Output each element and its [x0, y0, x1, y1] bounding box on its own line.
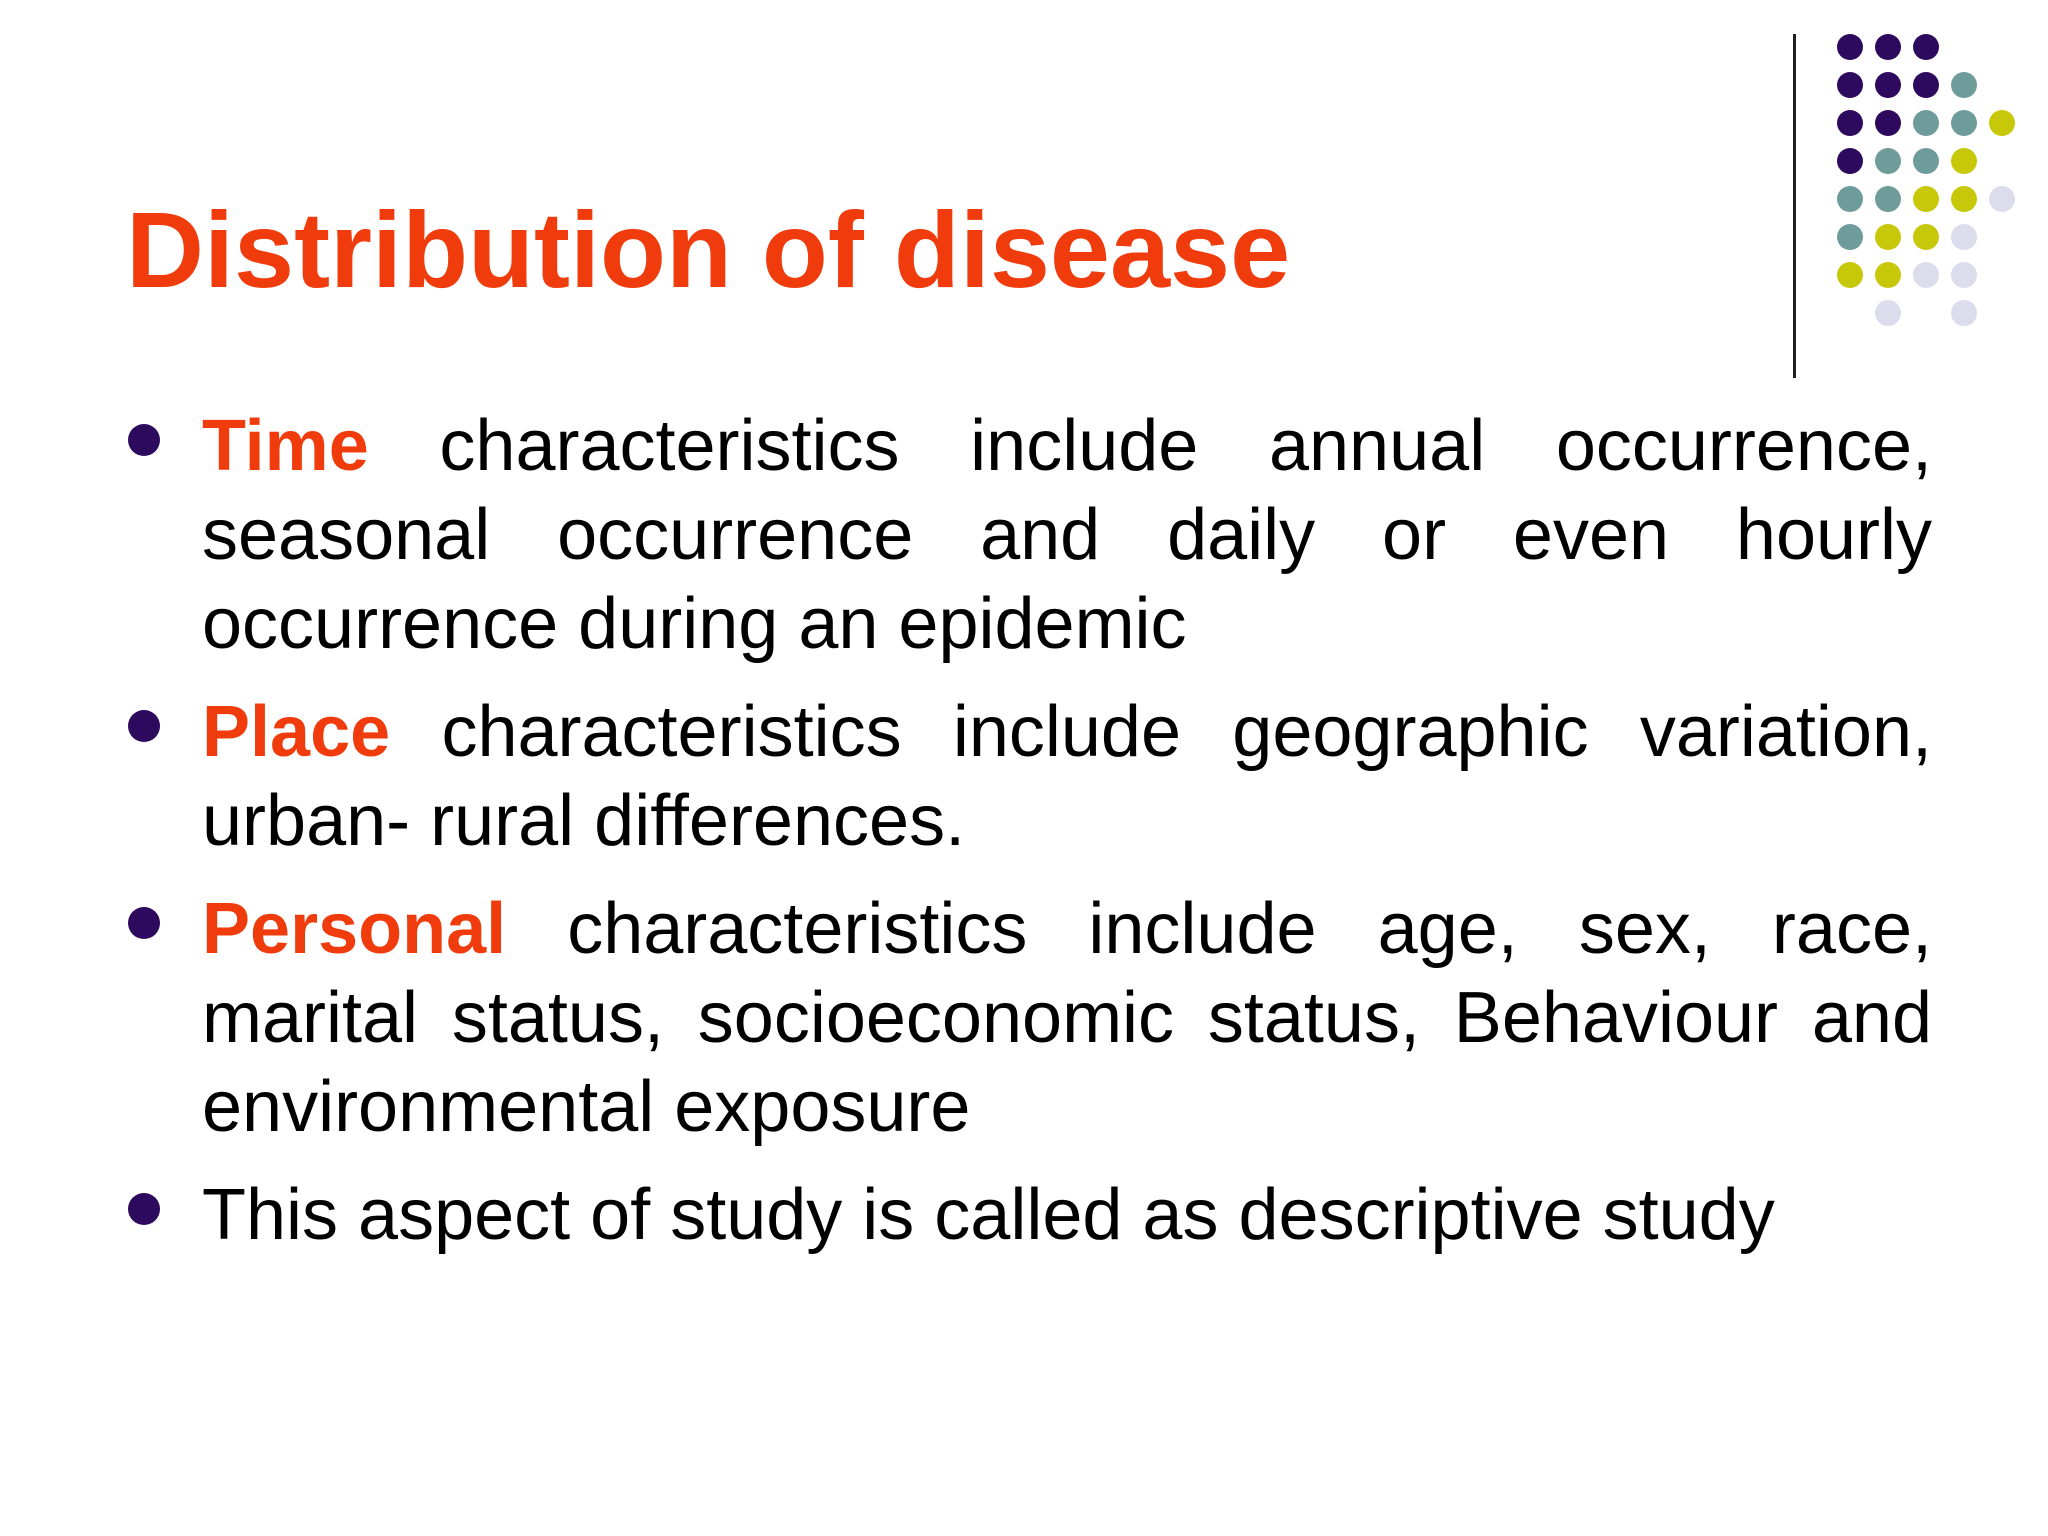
decorative-dot	[1913, 224, 1939, 250]
decorative-dot	[1951, 110, 1977, 136]
decorative-dot	[1951, 224, 1977, 250]
decorative-dot	[1913, 186, 1939, 212]
decorative-dot	[1875, 110, 1901, 136]
decorative-dot	[1875, 300, 1901, 326]
decorative-dot	[1913, 72, 1939, 98]
bullet-item-place	[126, 688, 1932, 866]
bullet-text: characteristics include annual occurrence, seasonal occurrence and daily or even hourly occurrence during an epidemic	[202, 406, 1932, 664]
bullet-marker-icon	[128, 424, 160, 456]
bullet-item-personal	[126, 885, 1932, 1152]
decorative-dot	[1875, 186, 1901, 212]
vertical-divider	[1793, 34, 1796, 378]
decorative-dot	[1989, 186, 2015, 212]
decorative-dot	[1875, 262, 1901, 288]
bullet-list	[126, 402, 1932, 1279]
bullet-text: This aspect of study is called as descriptive study	[202, 1175, 1775, 1255]
decorative-dot	[1951, 186, 1977, 212]
bullet-item-time	[126, 402, 1932, 669]
decorative-dot	[1837, 72, 1863, 98]
decorative-dot	[1837, 148, 1863, 174]
bullet-marker-icon	[128, 1193, 160, 1225]
bullet-keyword: Personal	[202, 889, 507, 969]
bullet-keyword: Time	[202, 406, 369, 486]
bullet-marker-icon	[128, 710, 160, 742]
bullet-text: characteristics include geographic variation, urban- rural differences.	[202, 692, 1932, 861]
bullet-marker-icon	[128, 907, 160, 939]
decorative-dot	[1913, 148, 1939, 174]
decorative-dot	[1875, 34, 1901, 60]
decorative-dot	[1875, 72, 1901, 98]
decorative-dot	[1951, 148, 1977, 174]
decorative-dot	[1837, 186, 1863, 212]
decorative-dot	[1951, 300, 1977, 326]
decorative-dot	[1913, 110, 1939, 136]
decorative-dot	[1951, 72, 1977, 98]
decorative-dot	[1837, 34, 1863, 60]
decorative-dot	[1951, 262, 1977, 288]
decorative-dot	[1875, 148, 1901, 174]
decorative-dot	[1837, 224, 1863, 250]
decorative-dot	[1913, 262, 1939, 288]
decorative-dot	[1989, 110, 2015, 136]
decorative-dot	[1837, 262, 1863, 288]
bullet-text: characteristics include age, sex, race, marital status, socioeconomic status, Behaviour and environmental exposure	[202, 889, 1932, 1147]
bullet-keyword: Place	[202, 692, 391, 772]
slide-title: Distribution of disease	[126, 189, 1291, 310]
decorative-dot	[1837, 110, 1863, 136]
decorative-dot	[1913, 34, 1939, 60]
decorative-dot	[1875, 224, 1901, 250]
bullet-item-descriptive	[126, 1171, 1932, 1260]
